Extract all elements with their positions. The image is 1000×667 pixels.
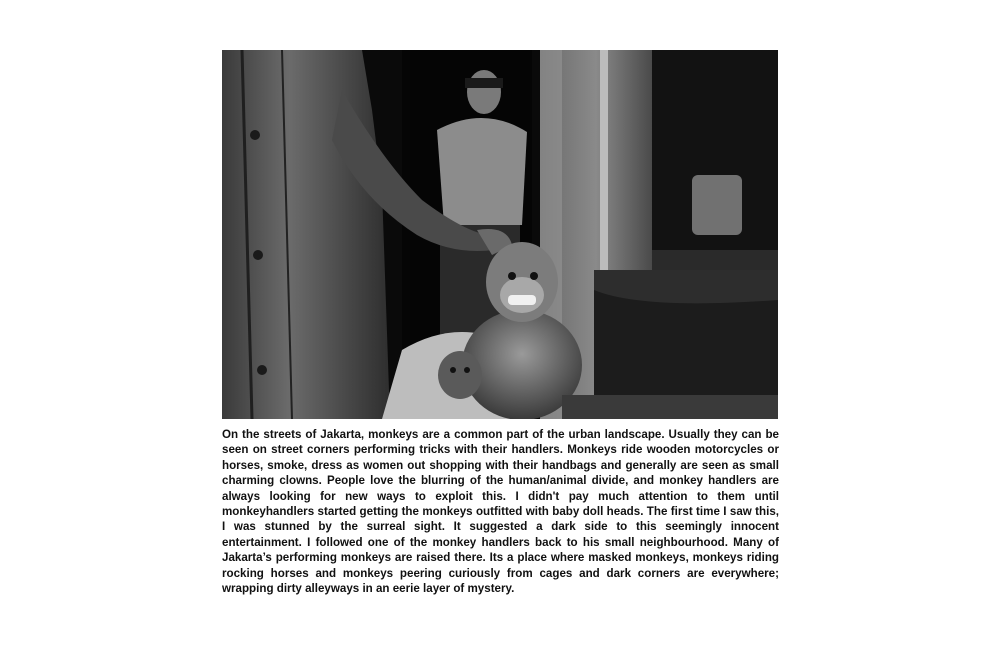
street-photo bbox=[222, 50, 778, 419]
monkey-photo-illustration bbox=[222, 50, 778, 419]
photo-caption: On the streets of Jakarta, monkeys are a common part of the urban landscape. Usually they can be seen on street corners performing tricks with their handlers. Monkeys ride wooden motorcycles or horses, smoke, dress as women out shopping with their handbags and generally are seen as small charming clowns. People love the blurring of the human/animal divide, and monkey handlers are always looking for new ways to exploit this. I didn't pay much attention to them until monkeyhandlers started getting the monkeys outfitted with baby doll heads. The first time I saw this, I was stunned by the surreal sight. It suggested a dark side to this seemingly innocent entertainment. I followed one of the monkey handlers back to his small neighbourhood. Many of Jakarta’s performing monkeys are raised there. Its a place where masked monkeys, monkeys riding rocking horses and monkeys peering curiously from cages and dark corners are everywhere; wrapping dirty alleyways in an eerie layer of mystery. bbox=[222, 428, 779, 596]
